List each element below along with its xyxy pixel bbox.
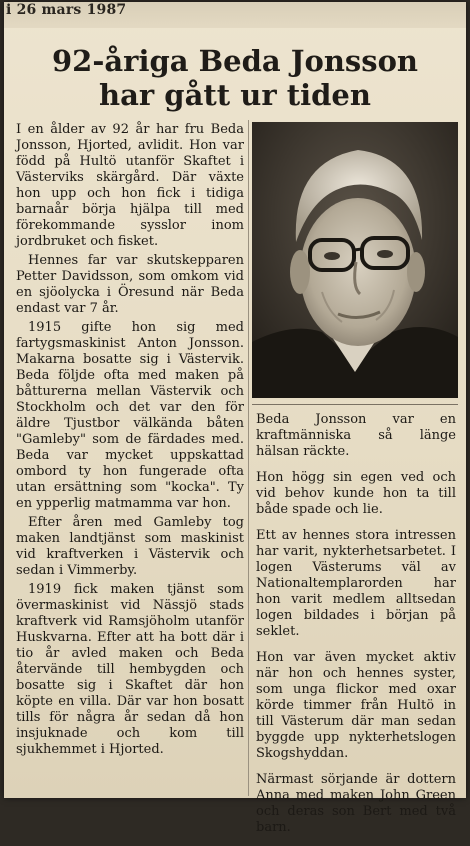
headline-line-2: har gått ur tiden: [99, 78, 371, 112]
newspaper-clipping: [4, 2, 466, 835]
paragraph: Ett av hennes stora intressen har varit, nykterhetsarbetet. I logen Västerums väl av Nationaltemplarorden har hon varit medlem alltsedan logen bildades i början på seklet.: [256, 528, 456, 639]
paragraph: I en ålder av 92 år har fru Beda Jonsson, Hjorted, avlidit. Hon var född på Hultö utanför Skaftet i Västerviks skärgård. Där växte hon upp och hon fick i tidiga barnaår börja hjälpa till med förekommande sysslor inom jordbruket och fisket.: [16, 122, 244, 249]
portrait-photo: [252, 122, 458, 398]
caption-rule: [252, 404, 458, 405]
paragraph: 1919 fick maken tjänst som övermaskinist vid Nässjö stads kraftverk vid Ramsjöholm utanför Huskvarna. Efter att ha bott där i tio år avled maken och Beda återvände till hembygden och bosatte sig i Skaftet där hon köpte en villa. Där var hon bosatt tills för några år sedan då hon insjuknade och kom till sjukhemmet i Hjorted.: [16, 582, 244, 757]
photo-caption: Beda Jonsson var en kraftmänniska så länge hälsan räckte.: [256, 412, 456, 459]
portrait-image: [252, 122, 458, 398]
paragraph: Efter åren med Gamleby tog maken landtjänst som maskinist vid kraftverken i Västervik och sedan i Vimmerby.: [16, 515, 244, 578]
dateline: i 26 mars 1987: [6, 2, 127, 18]
paragraph: Närmast sörjande är dottern Anna med maken John Green och deras son Bert med två barn.: [256, 772, 456, 835]
column-divider: [248, 120, 249, 796]
article-right-column: [256, 412, 456, 846]
headline: [12, 44, 458, 112]
paragraph: Hennes far var skutskepparen Petter Davidsson, som omkom vid en sjöolycka i Öresund när Beda endast var 7 år.: [16, 253, 244, 316]
paragraph: Hon var även mycket aktiv när hon och hennes syster, som unga flickor med oxar körde timmer från Hultö in till Västerum där man sedan byggde upp nykterhetslogen Skogshyddan.: [256, 650, 456, 761]
headline-line-1: 92-åriga Beda Jonsson: [52, 44, 418, 78]
article-left-column: [16, 122, 244, 761]
paragraph: 1915 gifte hon sig med fartygsmaskinist Anton Jonsson. Makarna bosatte sig i Västervik. Beda följde ofta med maken på båtturerna mellan Västervik och Stockholm och det var den för äldre Tjustbor välkända båten "Gamleby" som de färdades med. Beda var mycket uppskattad ombord ty hon fungerade ofta utan ersättning som "kocka". Ty en ypperlig matmamma var hon.: [16, 320, 244, 511]
paragraph: Hon högg sin egen ved och vid behov kunde hon ta till både spade och lie.: [256, 470, 456, 517]
